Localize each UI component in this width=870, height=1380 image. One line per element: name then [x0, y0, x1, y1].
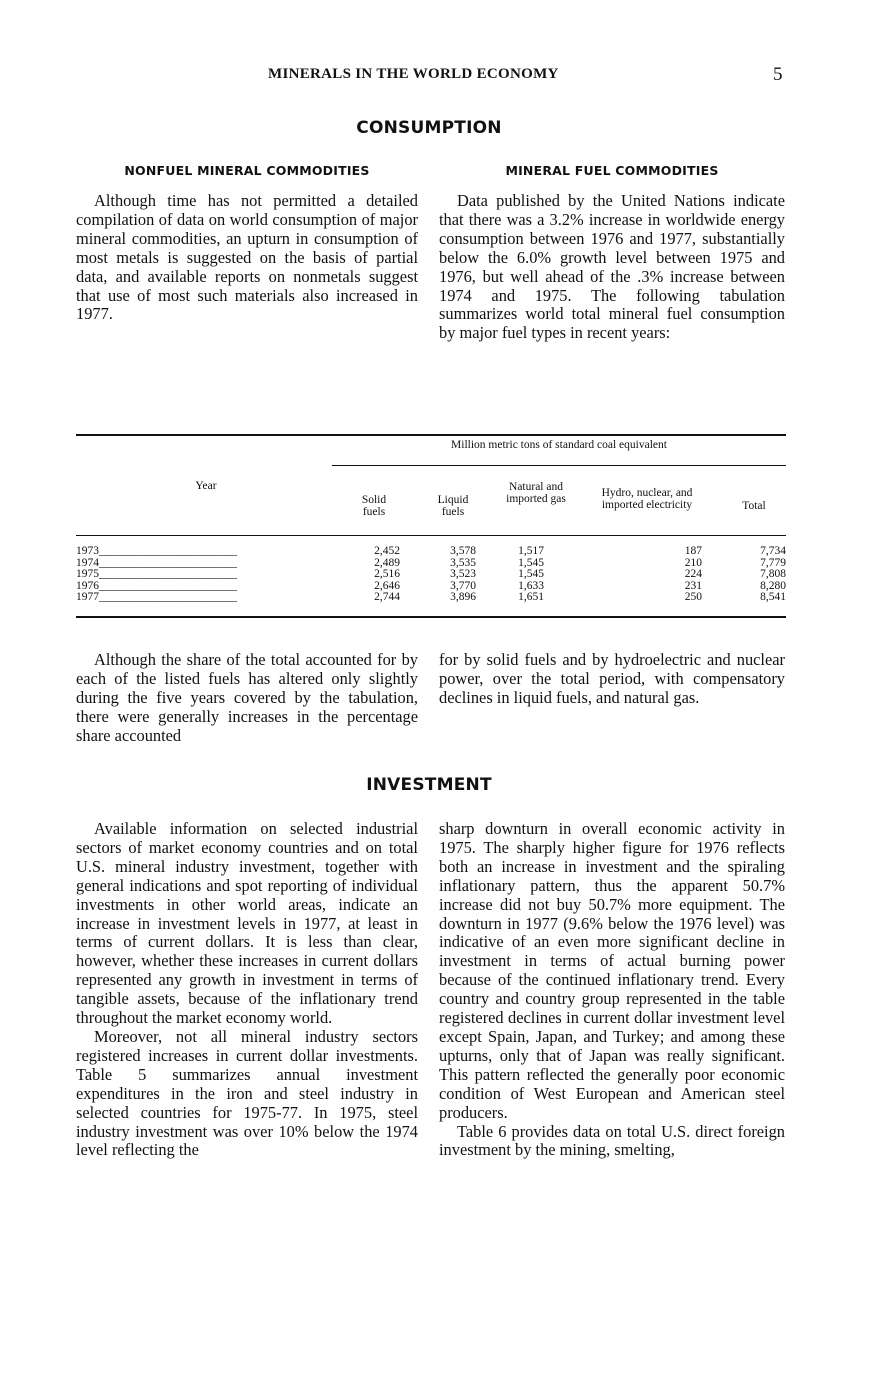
total-cell: 8,541: [760, 591, 786, 603]
solid-cell: 2,452: [374, 545, 400, 557]
table-top-rule: [76, 434, 786, 436]
fuel-subheading: MINERAL FUEL COMMODITIES: [505, 163, 719, 178]
investment-paragraph: Moreover, not all mineral industry sectors registered increases in current dollar investments. Table 5 summarizes annual investment expenditures in the iron and steel industry in selected countries for 1975-77. In 1975, steel industry investment was over 10% below the 1974 level reflecting the: [76, 1026, 418, 1160]
hydro-cell: 231: [684, 579, 702, 592]
year-header: Year: [195, 480, 217, 492]
gas-cell: 1,545: [518, 556, 544, 569]
year-cell: 1975________________________: [76, 568, 237, 580]
investment-column-right: [439, 820, 785, 1160]
investment-paragraph: Table 6 provides data on total U.S. direct foreign investment by the mining, smelting,: [439, 1121, 785, 1160]
share-paragraph-left: Although the share of the total accounted for by each of the listed fuels has altered only slightly during the five years covered by the tabulation, there were generally increases in the percentage share accounted: [76, 650, 418, 745]
investment-paragraph: sharp downturn in overall economic activity in 1975. The sharply higher figure for 1976 reflects both an increase in investment and the spiraling inflationary pattern, thus the apparent 50.7% increase did not buy 50.7% more equipment. The downturn in 1977 (9.6% below the 1976 level) was indicative of an even more significant decline in investment in terms of actual burning power because of the continued inflationary trend. Every country and country group represented in the table registered declines in current dollar investment level except Spain, Japan, and Turkey; and among these upturns, only that of Japan was really significant. This pattern reflected the generally poor economic condition of West European and American steel producers.: [439, 819, 785, 1122]
hydro-cell: 210: [684, 556, 702, 569]
year-cell: 1974________________________: [76, 556, 237, 569]
solid-cell: 2,489: [374, 556, 400, 569]
total-header: Total: [742, 500, 766, 512]
natural-gas-header: Natural and imported gas: [506, 481, 566, 505]
solid-cell: 2,744: [374, 591, 400, 603]
solid-cell: 2,646: [374, 579, 400, 592]
investment-column-left: [76, 820, 418, 1160]
share-column-left: [76, 651, 418, 746]
liquid-cell: 3,770: [450, 579, 476, 592]
fuel-consumption-table: [76, 434, 786, 620]
investment-paragraph: Available information on selected industrial sectors of market economy countries and on total U.S. mineral industry investment, together with general indications and spot reporting of individual investments in other world areas, indicate an increase in investment levels in 1977, at least in terms of current dollars. It is less than clear, however, whether these increases in current dollars represented any growth in investment in terms of tangible assets, because of the inflationary trend throughout the market economy world.: [76, 819, 418, 1028]
liquid-cell: 3,523: [450, 568, 476, 580]
hydro-cell: 187: [684, 545, 702, 557]
nonfuel-paragraph: Although time has not permitted a detailed compilation of data on world consumption of major mineral commodities, an upturn in consumption of most metals is suggested on the basis of partial data, and available reports on nonmetals suggest that use of most such materials also increased in 1977.: [76, 191, 418, 324]
liquid-fuels-header: Liquid fuels: [437, 494, 469, 518]
fuel-paragraph: Data published by the United Nations indicate that there was a 3.2% increase in worldwide energy consumption between 1976 and 1977, substantially below the 6.0% growth level between 1975 and 1976, but well ahead of the .3% increase between 1974 and 1975. The following tabulation summarizes world total mineral fuel consumption by major fuel types in recent years:: [439, 191, 785, 343]
investment-heading: INVESTMENT: [366, 775, 492, 795]
running-title: MINERALS IN THE WORLD ECONOMY: [268, 66, 559, 82]
page-number: 5: [773, 64, 783, 85]
header-rule: [76, 535, 786, 536]
hydro-cell: 224: [684, 568, 702, 580]
solid-fuels-header: Solid fuels: [361, 494, 387, 518]
share-column-right: [439, 651, 785, 708]
hydro-nuclear-header: Hydro, nuclear, and imported electricity: [601, 487, 693, 511]
spanner-rule: [332, 465, 786, 466]
year-cell: 1976________________________: [76, 579, 237, 592]
total-cell: 7,734: [760, 545, 786, 557]
year-cell: 1973________________________: [76, 545, 237, 557]
gas-cell: 1,633: [518, 579, 544, 592]
table-spanner-header: Million metric tons of standard coal equivalent: [451, 439, 667, 451]
gas-cell: 1,517: [518, 545, 544, 557]
consumption-heading: CONSUMPTION: [356, 118, 502, 138]
gas-cell: 1,651: [518, 591, 544, 603]
total-cell: 7,779: [760, 556, 786, 569]
solid-cell: 2,516: [374, 568, 400, 580]
table-bottom-rule: [76, 616, 786, 618]
total-cell: 7,808: [760, 568, 786, 580]
liquid-cell: 3,578: [450, 545, 476, 557]
year-cell: 1977________________________: [76, 591, 237, 603]
fuel-column: [439, 192, 785, 343]
hydro-cell: 250: [684, 591, 702, 603]
gas-cell: 1,545: [518, 568, 544, 580]
nonfuel-column: [76, 192, 418, 324]
nonfuel-subheading: NONFUEL MINERAL COMMODITIES: [124, 163, 370, 178]
liquid-cell: 3,535: [450, 556, 476, 569]
total-cell: 8,280: [760, 579, 786, 592]
liquid-cell: 3,896: [450, 591, 476, 603]
share-paragraph-right: for by solid fuels and by hydroelectric and nuclear power, over the total period, with compensatory declines in liquid fuels, and natural gas.: [439, 650, 785, 707]
